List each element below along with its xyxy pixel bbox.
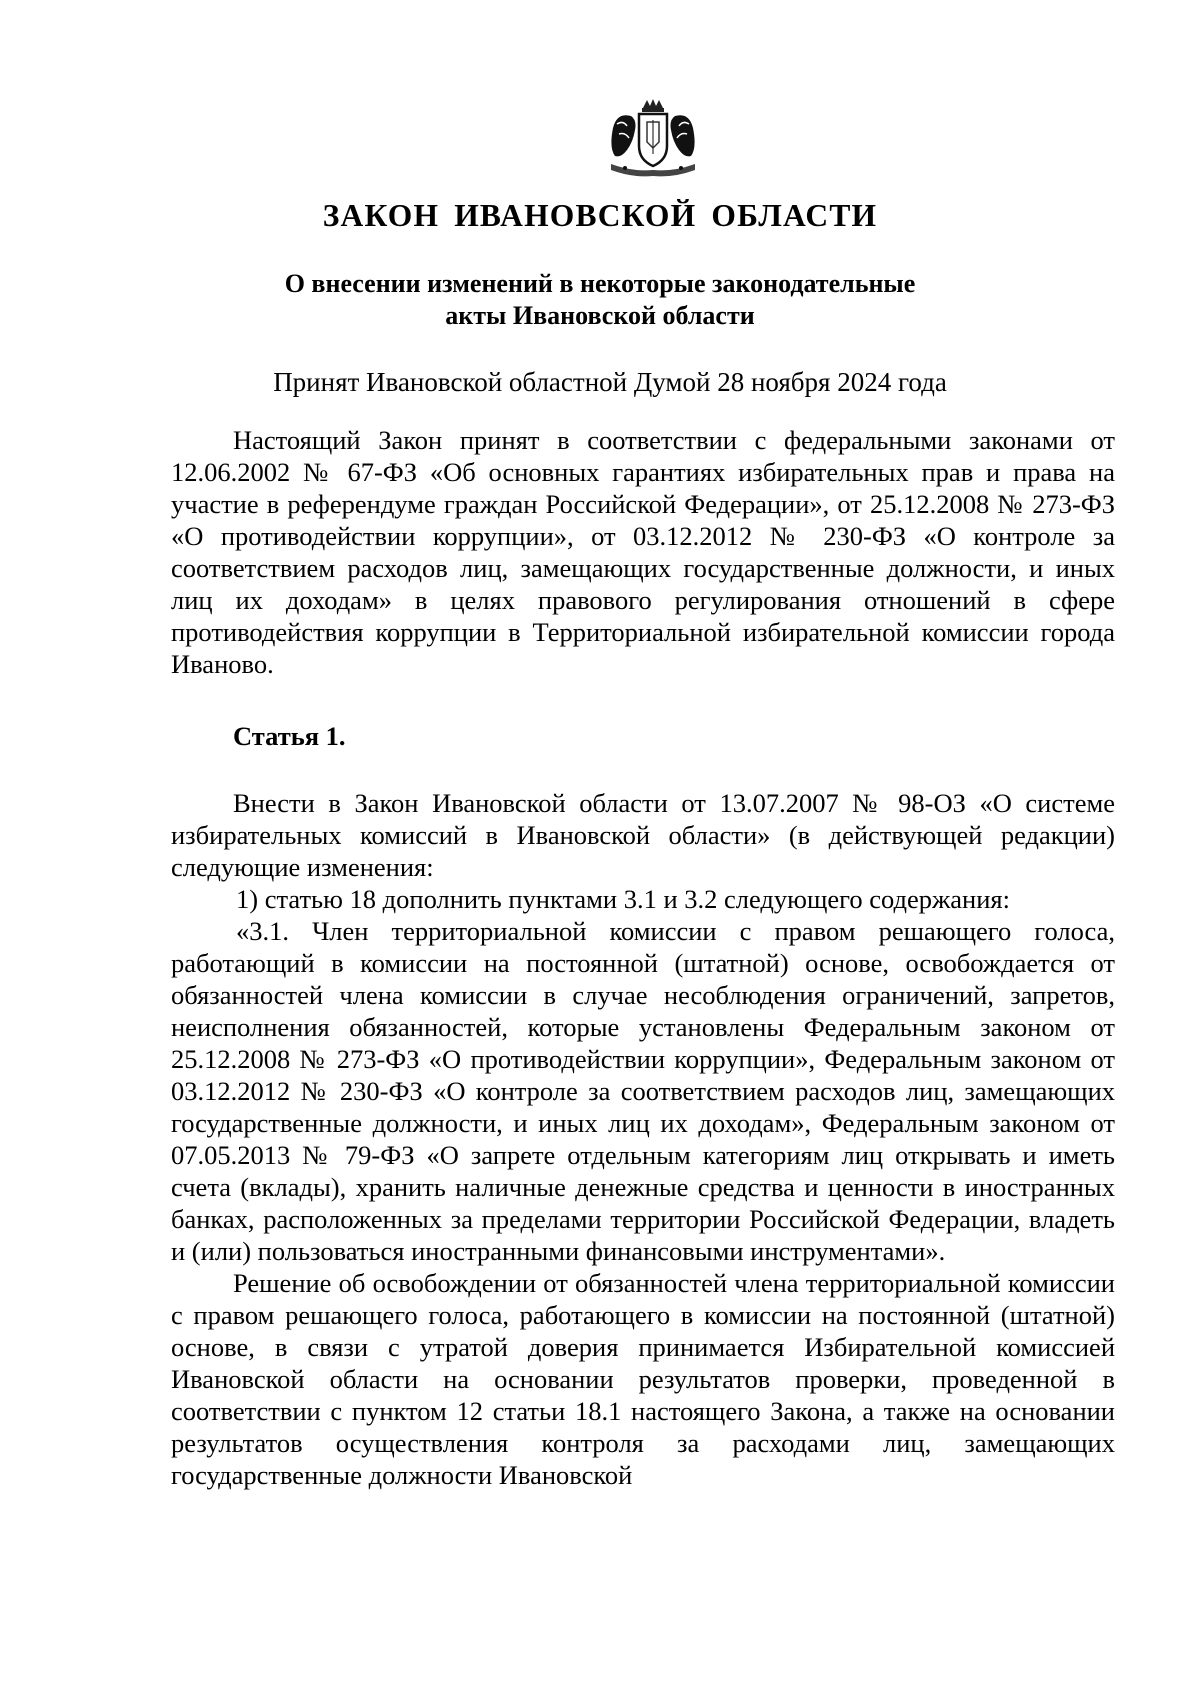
adoption-date: Принят Ивановской областной Думой 28 ноября 2024 года	[273, 367, 947, 397]
article-heading: Статья 1.	[233, 721, 346, 751]
clause-3-1: «3.1. Член территориальной комиссии с правом решающего голоса, работающий в комиссии на постоянной (штатной) основе, освобождается от обязанностей члена комиссии в случае несоблюдения ограничений, запретов, неисполнения обязанностей, которые установлены Федеральным законом от 25.12.2008 № 273-ФЗ «О противодействии коррупции», Федеральным законом от 03.12.2012 № 230-ФЗ «О контроле за соответствием расходов лиц, замещающих государственные должности, и иных лиц их доходам», Федеральным законом от 07.05.2013 № 79-ФЗ «О запрете отдельным категориям лиц открывать и иметь счета (вклады), хранить наличные денежные средства и ценности в иностранных банках, расположенных за пределами территории Российской Федерации, владеть и (или) пользоваться иностранными финансовыми инструментами».	[171, 916, 1115, 1266]
decision-paragraph: Решение об освобождении от обязанностей члена территориальной комиссии с правом решающего голоса, работающего в комиссии на постоянной (штатной) основе, в связи с утратой доверия принимается Избирательной комиссией Ивановской области на основании результатов проверки, проведенной в соответствии с пунктом 12 статьи 18.1 настоящего Закона, а также на основании результатов осуществления контроля за расходами лиц, замещающих государственные должности Ивановской	[171, 1268, 1115, 1490]
article-intro: Внести в Закон Ивановской области от 13.07.2007 № 98-ОЗ «О системе избирательных комиссий в Ивановской области» (в действующей редакции) следующие изменения:	[171, 788, 1115, 882]
coat-of-arms-icon	[603, 98, 703, 180]
document-subtitle	[0, 268, 1200, 332]
document-title: ЗАКОН ИВАНОВСКОЙ ОБЛАСТИ	[322, 198, 878, 233]
article-item-1: 1) статью 18 дополнить пунктами 3.1 и 3.2 следующего содержания:	[236, 884, 1010, 914]
subtitle-line-2: акты Ивановской области	[445, 301, 755, 330]
article-1-section	[171, 787, 1115, 1491]
preamble-text: Настоящий Закон принят в соответствии с федеральными законами от 12.06.2002 № 67-ФЗ «Об основных гарантиях избирательных прав и права на участие в референдуме граждан Российской Федерации», от 25.12.2008 № 273-ФЗ «О противодействии коррупции», от 03.12.2012 № 230-ФЗ «О контроле за соответствием расходов лиц, замещающих государственные должности, и иных лиц их доходам» в целях правового регулирования отношений в сфере противодействия коррупции в Территориальной избирательной комиссии города Иваново.	[171, 425, 1115, 679]
preamble-section	[171, 424, 1115, 680]
subtitle-line-1: О внесении изменений в некоторые законодательные	[284, 269, 916, 298]
